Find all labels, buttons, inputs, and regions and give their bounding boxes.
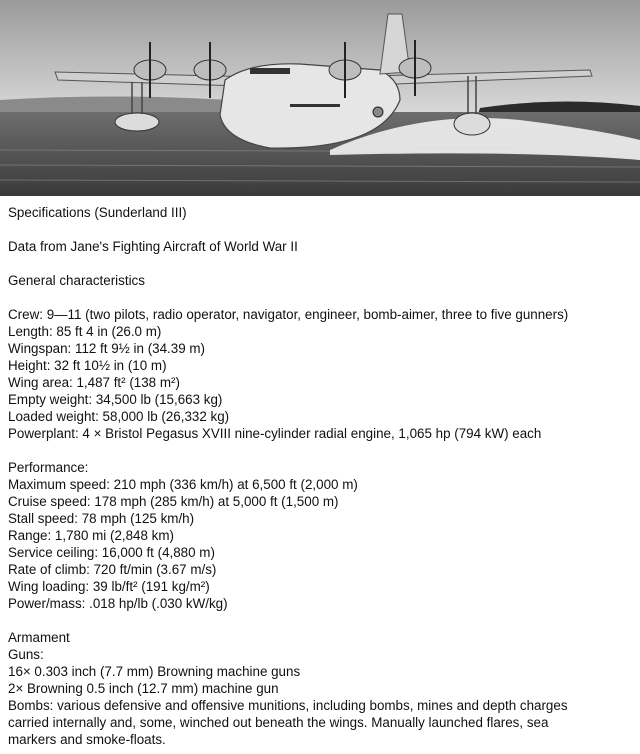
spec-item: Empty weight: 34,500 lb (15,663 kg) [8,392,223,407]
source-line: Data from Jane's Fighting Aircraft of World War II [8,239,298,254]
performance-title: Performance: [8,460,89,475]
spec-item: Crew: 9—11 (two pilots, radio operator, navigator, engineer, bomb-aimer, three to five gunners) [8,307,569,322]
spec-item: Power/mass: .018 hp/lb (.030 kW/kg) [8,596,228,611]
spec-item: carried internally and, some, winched out beneath the wings. Manually launched flares, sea [8,715,549,730]
armament-title: Armament [8,630,70,645]
spec-item: Wing loading: 39 lb/ft² (191 kg/m²) [8,579,210,594]
spec-item: 16× 0.303 inch (7.7 mm) Browning machine guns [8,664,301,679]
spec-item: Wing area: 1,487 ft² (138 m²) [8,375,180,390]
spec-item: Length: 85 ft 4 in (26.0 m) [8,324,162,339]
flying-boat-photo [0,0,640,196]
spec-item: Powerplant: 4 × Bristol Pegasus XVIII nine-cylinder radial engine, 1,065 hp (794 kW) each [8,426,542,441]
general-title: General characteristics [8,273,145,288]
spec-item: Height: 32 ft 10½ in (10 m) [8,358,167,373]
spec-item: Stall speed: 78 mph (125 km/h) [8,511,195,526]
spec-item: Maximum speed: 210 mph (336 km/h) at 6,500 ft (2,000 m) [8,477,358,492]
spec-item: Range: 1,780 mi (2,848 km) [8,528,174,543]
spec-heading: Specifications (Sunderland III) [8,205,187,220]
spec-item: Guns: [8,647,44,662]
spec-item: Service ceiling: 16,000 ft (4,880 m) [8,545,215,560]
spec-text [8,204,636,748]
spec-item: Wingspan: 112 ft 9½ in (34.39 m) [8,341,205,356]
spec-item: Loaded weight: 58,000 lb (26,332 kg) [8,409,230,424]
spec-item: 2× Browning 0.5 inch (12.7 mm) machine gun [8,681,279,696]
spec-item: Rate of climb: 720 ft/min (3.67 m/s) [8,562,217,577]
spec-item: markers and smoke-floats. [8,732,166,747]
spec-item: Bombs: various defensive and offensive munitions, including bombs, mines and depth charges [8,698,568,713]
spec-item: Cruise speed: 178 mph (285 km/h) at 5,000 ft (1,500 m) [8,494,339,509]
